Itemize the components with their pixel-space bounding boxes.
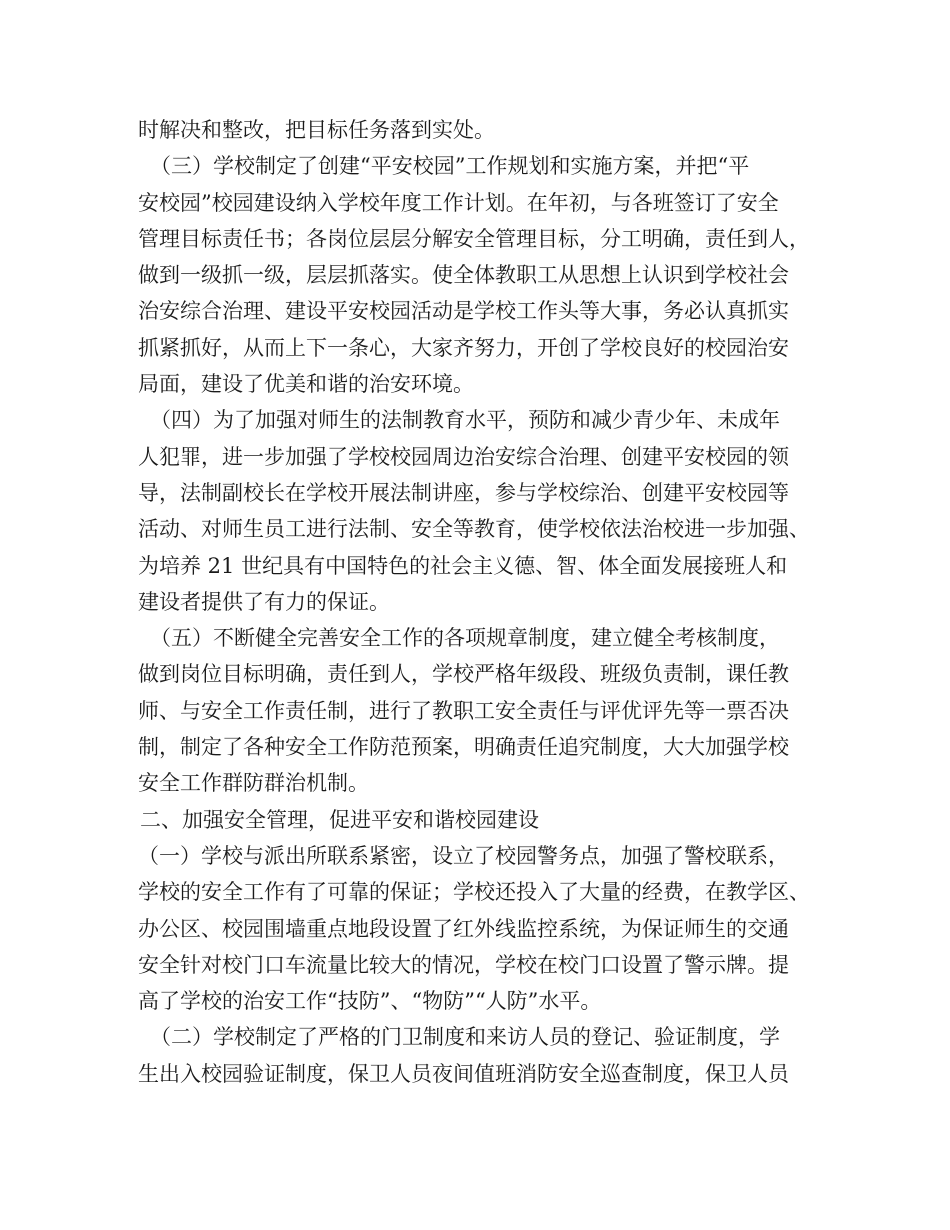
text-line: 做到岗位目标明确，责任到人，学校严格年级段、班级负责制，课任教 — [138, 662, 789, 687]
text-line: 时解决和整改，把目标任务落到实处。 — [138, 118, 495, 142]
paragraph-start-line: （五）不断健全完善安全工作的各项规章制度，建立健全考核制度， — [150, 626, 780, 651]
text-line: 办公区、校园围墙重点地段设置了红外线监控系统，为保证师生的交通 — [138, 916, 789, 941]
text-line: 治安综合治理、建设平安校园活动是学校工作头等大事，务必认真抓实 — [138, 299, 789, 324]
text-line: 生出入校园验证制度，保卫人员夜间值班消防安全巡查制度，保卫人员 — [138, 1061, 789, 1086]
text-line: 管理目标责任书；各岗位层层分解安全管理目标，分工明确，责任到人， — [138, 226, 810, 251]
text-line: 制，制定了各种安全工作防范预案，明确责任追究制度，大大加强学校 — [138, 735, 789, 760]
paragraph-start-line: （二）学校制定了严格的门卫制度和来访人员的登记、验证制度，学 — [150, 1025, 780, 1050]
paragraph-start-line: （三）学校制定了创建“平安校园”工作规划和实施方案，并把“平 — [150, 154, 750, 179]
text-line: 高了学校的治安工作“技防”、“物防”“人防”水平。 — [138, 989, 602, 1014]
text-line: 为培养 21 世纪具有中国特色的社会主义德、智、体全面发展接班人和 — [138, 553, 788, 578]
text-line: 建设者提供了有力的保证。 — [138, 589, 390, 614]
text-line: 安全工作群防群治机制。 — [138, 771, 369, 796]
text-line: 导，法制副校长在学校开展法制讲座，参与学校综治、创建平安校园等 — [138, 480, 789, 505]
text-line: 人犯罪，进一步加强了学校校园周边治安综合治理、创建平安校园的领 — [138, 444, 789, 469]
text-line: 做到一级抓一级，层层抓落实。使全体教职工从思想上认识到学校社会 — [138, 263, 789, 288]
text-line: 安全针对校门口车流量比较大的情况，学校在校门口设置了警示牌。提 — [138, 952, 789, 977]
text-line: 学校的安全工作有了可靠的保证；学校还投入了大量的经费，在教学区、 — [138, 880, 810, 905]
section-heading: 二、加强安全管理，促进平安和谐校园建设 — [140, 807, 539, 832]
text-line: 安校园”校园建设纳入学校年度工作计划。在年初，与各班签订了安全 — [138, 190, 779, 215]
text-line: 活动、对师生员工进行法制、安全等教育，使学校依法治校进一步加强、 — [138, 517, 810, 542]
paragraph-start-line: （一）学校与派出所联系紧密，设立了校园警务点，加强了警校联系， — [138, 843, 789, 868]
document-body — [138, 112, 828, 1092]
paragraph-start-line: （四）为了加强对师生的法制教育水平，预防和减少青少年、未成年 — [150, 408, 780, 433]
text-line: 师、与安全工作责任制，进行了教职工安全责任与评优评先等一票否决 — [138, 698, 789, 723]
text-line: 局面，建设了优美和谐的治安环境。 — [138, 372, 474, 397]
text-line: 抓紧抓好，从而上下一条心，大家齐努力，开创了学校良好的校园治安 — [138, 335, 789, 360]
